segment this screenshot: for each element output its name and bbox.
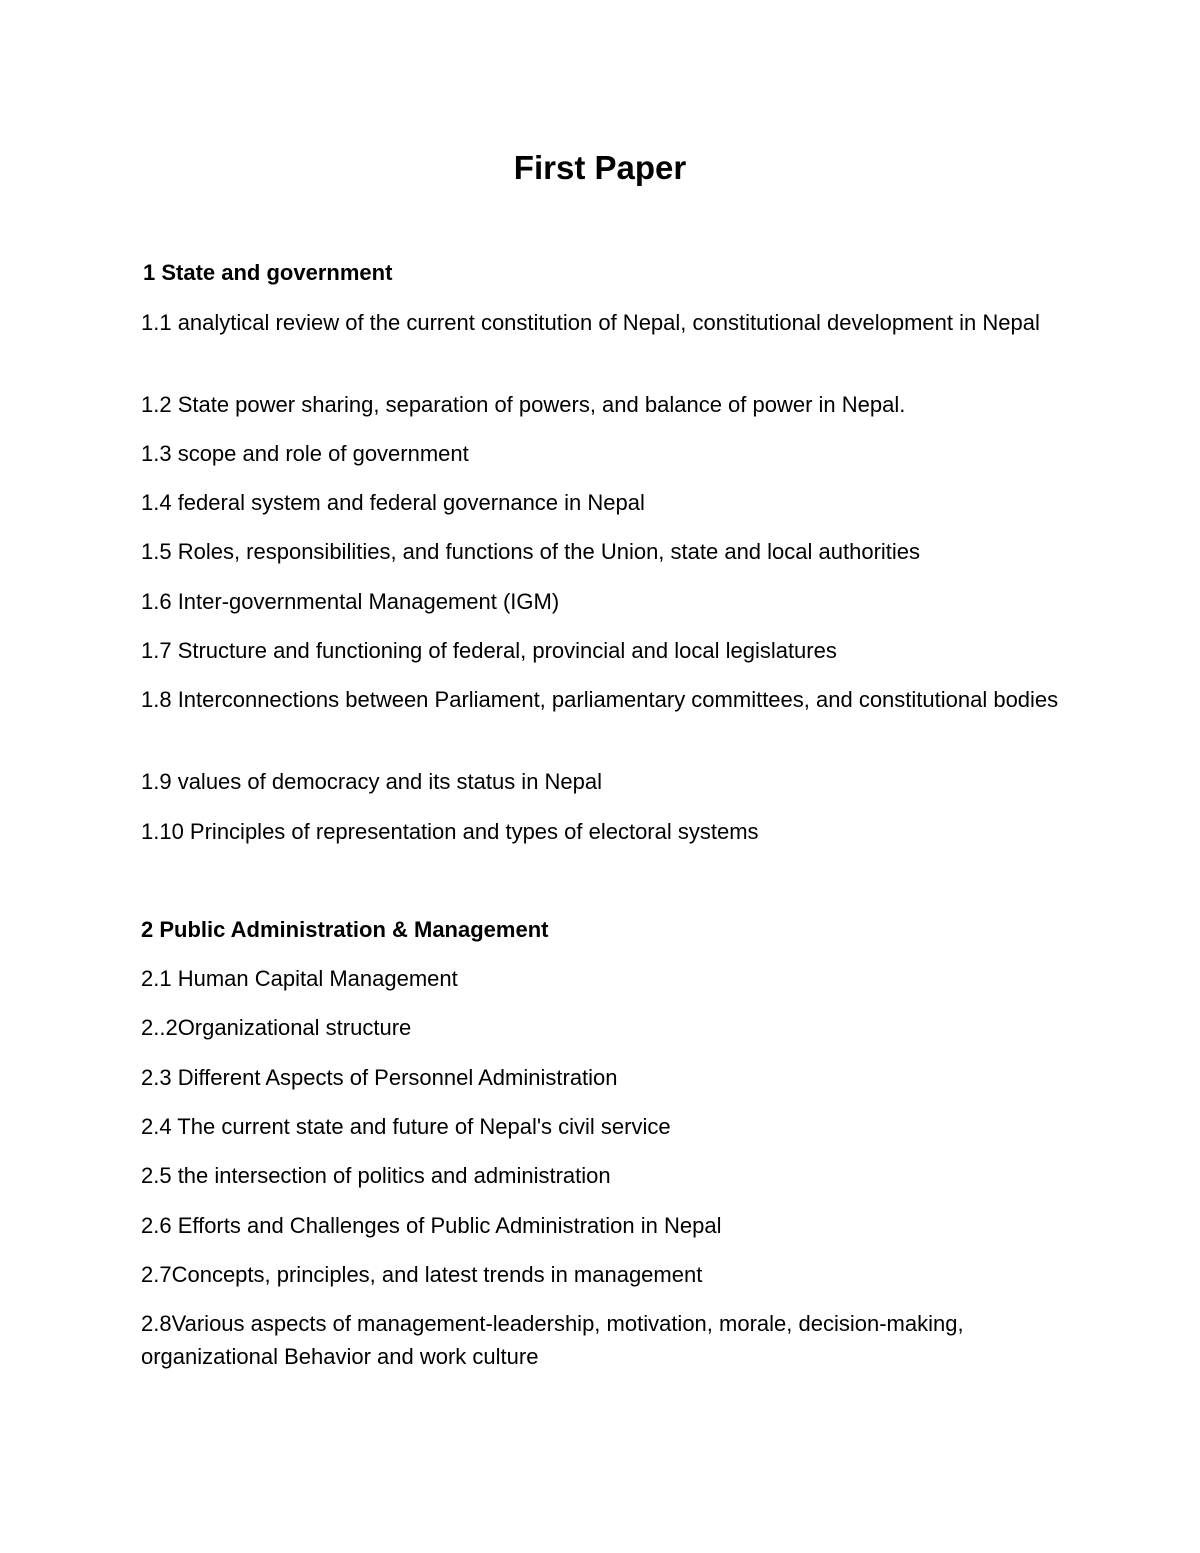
section-heading-1: 1 State and government: [143, 260, 393, 285]
list-item: 2.6 Efforts and Challenges of Public Administration in Nepal: [141, 1213, 722, 1238]
list-item: 1.2 State power sharing, separation of powers, and balance of power in Nepal.: [141, 392, 906, 417]
list-item: 1.9 values of democracy and its status in Nepal: [141, 769, 603, 794]
section-heading-2: 2 Public Administration & Management: [141, 917, 549, 942]
list-item: 1.8 Interconnections between Parliament, parliamentary committees, and constitutional bodies: [141, 687, 1059, 712]
list-item: 2.5 the intersection of politics and administration: [141, 1163, 611, 1188]
list-item: 1.5 Roles, responsibilities, and functions of the Union, state and local authorities: [141, 539, 921, 564]
list-item: 1.6 Inter-governmental Management (IGM): [141, 589, 560, 614]
list-item: 2.7Concepts, principles, and latest trends in management: [141, 1262, 703, 1287]
list-item: 2.3 Different Aspects of Personnel Administration: [141, 1065, 618, 1090]
list-item: 1.1 analytical review of the current constitution of Nepal, constitutional development in Nepal: [141, 310, 1040, 335]
list-item: 1.7 Structure and functioning of federal, provincial and local legislatures: [141, 638, 837, 663]
list-item: 1.4 federal system and federal governance in Nepal: [141, 490, 645, 515]
list-item: 2.1 Human Capital Management: [141, 966, 458, 991]
list-item: 1.10 Principles of representation and types of electoral systems: [141, 819, 759, 844]
list-item: 1.3 scope and role of government: [141, 441, 469, 466]
list-item: 2..2Organizational structure: [141, 1015, 412, 1040]
list-item: 2.4 The current state and future of Nepal's civil service: [141, 1114, 671, 1139]
page-title: First Paper: [513, 149, 687, 186]
list-item: 2.8Various aspects of management-leadership, motivation, morale, decision-making, organizational Behavior and work culture: [141, 1311, 964, 1369]
